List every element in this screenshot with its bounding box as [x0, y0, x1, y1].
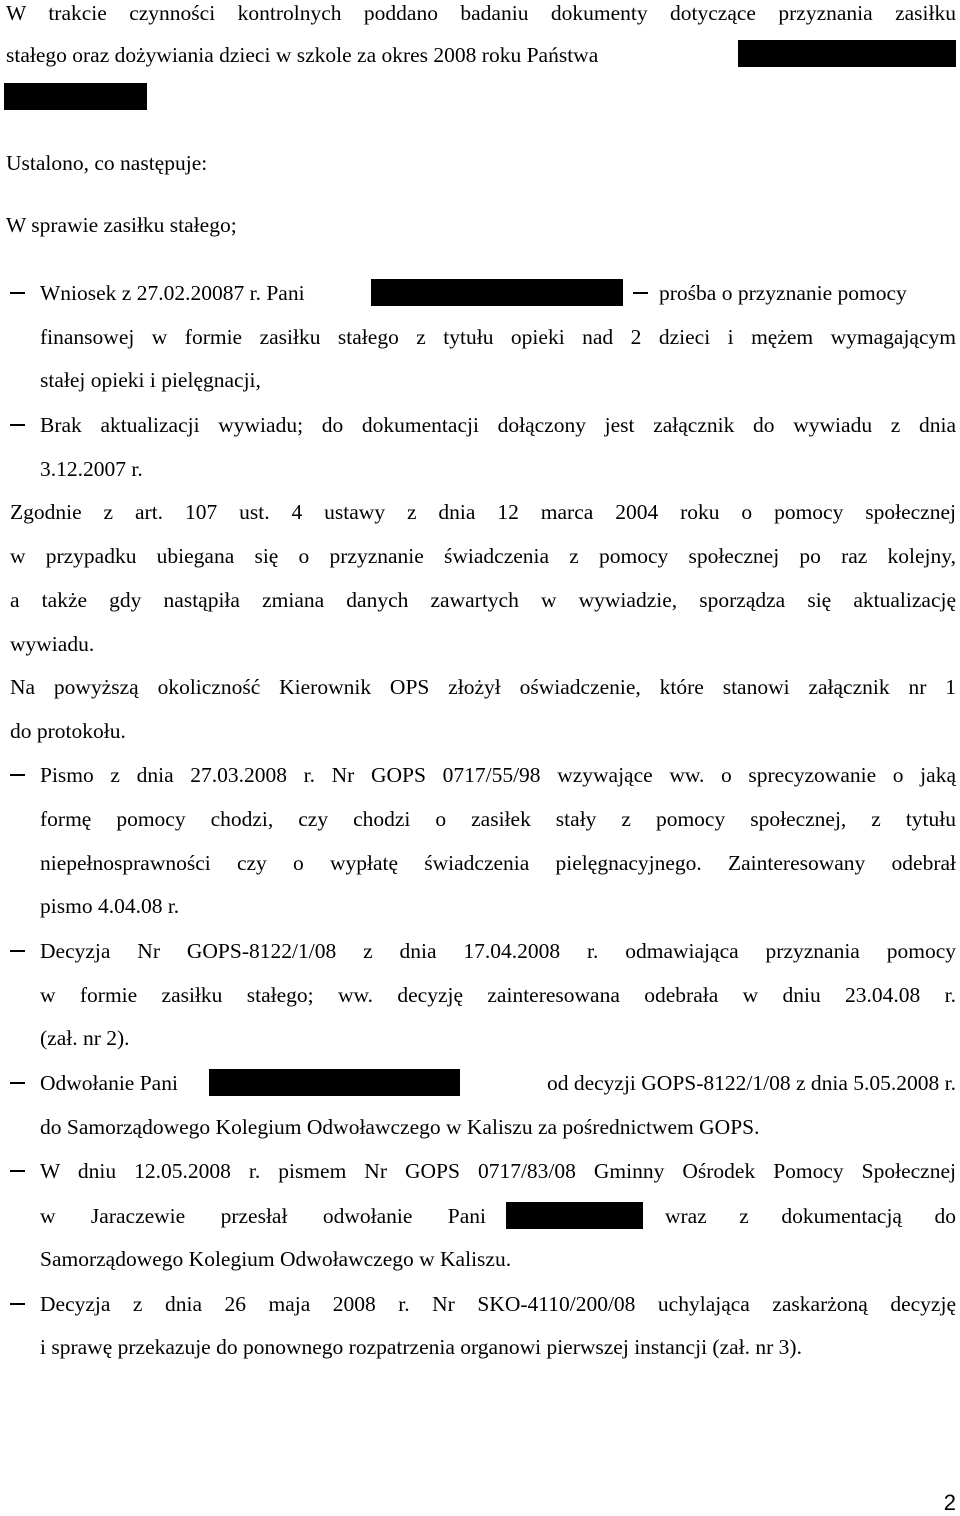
para1-line-4: wywiadu. — [10, 632, 95, 656]
item5-line-2: do Samorządowego Kolegium Odwoławczego w Kaliszu za pośrednictwem GOPS. — [40, 1115, 760, 1139]
item6-line-2b: wraz z dokumentacją do — [665, 1204, 956, 1228]
intro-line-2-text: stałego oraz dożywiania dzieci w szkole za okres 2008 roku Państwa — [6, 43, 599, 67]
bullet-dash — [10, 1170, 25, 1172]
item2-line-1: Brak aktualizacji wywiadu; do dokumentacji dołączony jest załącznik do wywiadu z dnia — [40, 413, 956, 437]
para2-line-1: Na powyższą okoliczność Kierownik OPS złożył oświadczenie, które stanowi załącznik nr 1 — [10, 675, 956, 699]
item4-line-3: (zał. nr 2). — [40, 1026, 130, 1050]
item2-line-2: 3.12.2007 r. — [40, 457, 143, 481]
bullet-dash — [10, 774, 25, 776]
page-number: 2 — [943, 1490, 956, 1515]
item3-line-4: pismo 4.04.08 r. — [40, 894, 180, 918]
item5-line-1b: od decyzji GOPS-8122/1/08 z dnia 5.05.2008 r. — [546, 1071, 956, 1095]
bullet-dash — [10, 292, 25, 294]
intro-line-1: W trakcie czynności kontrolnych poddano badaniu dokumenty dotyczące przyznania zasiłku — [6, 1, 956, 25]
redaction-block — [506, 1202, 643, 1229]
item7-line-1: Decyzja z dnia 26 maja 2008 r. Nr SKO-4110/200/08 uchylająca zaskarżoną decyzję — [40, 1292, 956, 1316]
bullet-dash — [10, 1082, 25, 1084]
findings-heading: Ustalono, co następuje: — [6, 151, 208, 175]
redaction-block — [738, 40, 956, 67]
item1-line-1a: Wniosek z 27.02.20087 r. Pani — [40, 281, 305, 305]
item3-line-2: formę pomocy chodzi, czy chodzi o zasiłek stały z pomocy społecznej, z tytułu — [40, 807, 956, 831]
bullet-dash — [10, 424, 25, 426]
item6-line-3: Samorządowego Kolegium Odwoławczego w Kaliszu. — [40, 1247, 512, 1271]
bullet-dash — [10, 950, 25, 952]
item1-line-2: finansowej w formie zasiłku stałego z tytułu opieki nad 2 dzieci i mężem wymagającym — [40, 325, 956, 349]
item3-line-3: niepełnosprawności czy o wypłatę świadczenia pielęgnacyjnego. Zainteresowany odebrał — [40, 851, 956, 875]
bullet-dash — [10, 1303, 25, 1305]
para1-line-1: Zgodnie z art. 107 ust. 4 ustawy z dnia 12 marca 2004 roku o pomocy społecznej — [10, 500, 956, 524]
para1-line-3: a także gdy nastąpiła zmiana danych zawartych w wywiadzie, sporządza się aktualizację — [10, 588, 956, 612]
para2-line-2: do protokołu. — [10, 719, 126, 743]
item4-line-1: Decyzja Nr GOPS-8122/1/08 z dnia 17.04.2008 r. odmawiająca przyznania pomocy — [40, 939, 956, 963]
redaction-block — [4, 83, 147, 110]
item1-line-3: stałej opieki i pielęgnacji, — [40, 368, 261, 392]
item3-line-1: Pismo z dnia 27.03.2008 r. Nr GOPS 0717/55/98 wzywające ww. o sprecyzowanie o jaką — [40, 763, 956, 787]
item1-line-1b: prośba o przyznanie pomocy — [659, 281, 907, 305]
item7-line-2: i sprawę przekazuje do ponownego rozpatrzenia organowi pierwszej instancji (zał. nr 3). — [40, 1335, 802, 1359]
redaction-block — [371, 279, 623, 306]
redaction-block — [209, 1069, 460, 1096]
item6-line-2a: w Jaraczewie przesłał odwołanie Pani — [40, 1204, 486, 1228]
inline-dash — [633, 292, 648, 294]
section-heading: W sprawie zasiłku stałego; — [6, 213, 237, 237]
item6-line-1: W dniu 12.05.2008 r. pismem Nr GOPS 0717/83/08 Gminny Ośrodek Pomocy Społecznej — [40, 1159, 956, 1183]
item5-line-1a: Odwołanie Pani — [40, 1071, 178, 1095]
para1-line-2: w przypadku ubiegana się o przyznanie świadczenia z pomocy społecznej po raz kolejny, — [10, 544, 956, 568]
item4-line-2: w formie zasiłku stałego; ww. decyzję zainteresowana odebrała w dniu 23.04.08 r. — [40, 983, 956, 1007]
